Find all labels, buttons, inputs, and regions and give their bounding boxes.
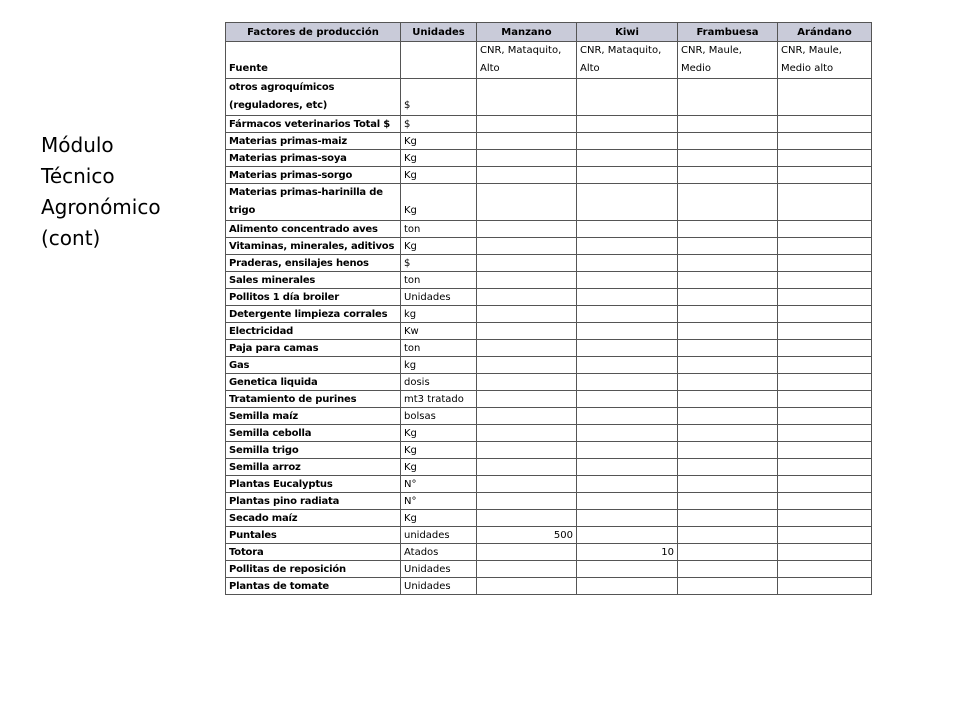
unit-cell: ton [401,221,477,238]
unit-cell: ton [401,340,477,357]
table-row [226,476,872,493]
kiwi-cell [577,306,678,323]
kiwi-cell [577,340,678,357]
factor-cell: otros agroquímicos (reguladores, etc) [226,79,401,116]
unit-cell: Atados [401,544,477,561]
arandano-cell [778,116,872,133]
factor-cell: Praderas, ensilajes henos [226,255,401,272]
arandano-cell [778,167,872,184]
frambuesa-cell [678,79,778,116]
kiwi-cell [577,133,678,150]
manzano-cell [477,238,577,255]
kiwi-cell [577,408,678,425]
kiwi-cell [577,374,678,391]
table-row [226,425,872,442]
table-body [226,42,872,595]
factor-cell: Semilla cebolla [226,425,401,442]
frambuesa-cell [678,272,778,289]
manzano-cell [477,561,577,578]
unit-cell: Kg [401,238,477,255]
frambuesa-cell [678,116,778,133]
frambuesa-cell [678,255,778,272]
frambuesa-cell [678,425,778,442]
table-row [226,578,872,595]
kiwi-cell [577,79,678,116]
manzano-cell [477,357,577,374]
factor-cell: Genetica liquida [226,374,401,391]
arandano-cell [778,408,872,425]
fuente-kiwi: CNR, Mataquito, Alto [577,42,678,79]
table-row [226,340,872,357]
kiwi-cell [577,255,678,272]
manzano-cell [477,425,577,442]
unit-cell: bolsas [401,408,477,425]
manzano-cell [477,476,577,493]
frambuesa-cell [678,374,778,391]
factor-cell: Materias primas-sorgo [226,167,401,184]
arandano-cell [778,238,872,255]
unit-cell: Kg [401,184,477,221]
frambuesa-cell [678,238,778,255]
kiwi-cell [577,272,678,289]
header-frambuesa: Frambuesa [678,23,778,42]
manzano-cell [477,150,577,167]
factor-cell: Semilla arroz [226,459,401,476]
kiwi-cell [577,442,678,459]
kiwi-cell [577,167,678,184]
factor-cell: Semilla trigo [226,442,401,459]
header-kiwi: Kiwi [577,23,678,42]
arandano-cell [778,459,872,476]
kiwi-cell [577,116,678,133]
arandano-cell [778,340,872,357]
arandano-cell [778,79,872,116]
arandano-cell [778,306,872,323]
unit-cell: Kg [401,425,477,442]
table-row [226,408,872,425]
arandano-cell [778,425,872,442]
kiwi-cell [577,578,678,595]
factor-cell: Materias primas-harinilla de trigo [226,184,401,221]
table-row [226,306,872,323]
arandano-cell [778,561,872,578]
unit-cell: Kg [401,150,477,167]
arandano-cell [778,493,872,510]
fuente-arandano: CNR, Maule, Medio alto [778,42,872,79]
arandano-cell [778,255,872,272]
table-row [226,323,872,340]
table-row [226,116,872,133]
frambuesa-cell [678,221,778,238]
unit-cell: dosis [401,374,477,391]
frambuesa-cell [678,544,778,561]
frambuesa-cell [678,391,778,408]
table-row [226,184,872,221]
factor-cell: Secado maíz [226,510,401,527]
manzano-cell [477,391,577,408]
arandano-cell [778,323,872,340]
factor-cell: Vitaminas, minerales, aditivos [226,238,401,255]
arandano-cell [778,133,872,150]
kiwi-cell [577,238,678,255]
slide-title-line: Técnico [41,164,115,188]
arandano-cell [778,357,872,374]
frambuesa-cell [678,510,778,527]
frambuesa-cell [678,167,778,184]
kiwi-cell [577,493,678,510]
header-factores: Factores de producción [226,23,401,42]
manzano-cell [477,408,577,425]
manzano-cell [477,221,577,238]
table-row [226,272,872,289]
frambuesa-cell [678,408,778,425]
manzano-cell [477,79,577,116]
header-arandano: Arándano [778,23,872,42]
unit-cell: Kg [401,133,477,150]
factor-cell: Detergente limpieza corrales [226,306,401,323]
table-row [226,79,872,116]
arandano-cell [778,510,872,527]
manzano-cell [477,116,577,133]
unit-cell: $ [401,79,477,116]
factor-cell: Plantas pino radiata [226,493,401,510]
table-row [226,374,872,391]
table-row [226,133,872,150]
unit-cell: $ [401,116,477,133]
factor-cell: Materias primas-soya [226,150,401,167]
frambuesa-cell [678,442,778,459]
unit-cell: Kg [401,510,477,527]
kiwi-cell [577,150,678,167]
frambuesa-cell [678,459,778,476]
frambuesa-cell [678,578,778,595]
table-row [226,289,872,306]
factor-cell: Plantas Eucalyptus [226,476,401,493]
table-row [226,527,872,544]
unit-cell: Kg [401,442,477,459]
frambuesa-cell [678,184,778,221]
unit-cell: Kw [401,323,477,340]
manzano-cell [477,306,577,323]
unit-cell: unidades [401,527,477,544]
arandano-cell [778,578,872,595]
unit-cell: Unidades [401,561,477,578]
unit-cell: Kg [401,459,477,476]
arandano-cell [778,391,872,408]
table-header-row [226,23,872,42]
arandano-cell [778,150,872,167]
unit-cell: $ [401,255,477,272]
table-row [226,493,872,510]
kiwi-cell [577,184,678,221]
kiwi-cell [577,391,678,408]
frambuesa-cell [678,323,778,340]
table-row [226,255,872,272]
table-row [226,459,872,476]
kiwi-cell [577,476,678,493]
arandano-cell [778,374,872,391]
manzano-cell [477,493,577,510]
table-row [226,544,872,561]
slide-title-line: Agronómico [41,195,161,219]
fuente-label: Fuente [226,42,401,79]
factor-cell: Electricidad [226,323,401,340]
arandano-cell [778,442,872,459]
manzano-cell [477,133,577,150]
slide-title-line: Módulo [41,133,114,157]
unit-cell: ton [401,272,477,289]
factor-cell: Alimento concentrado aves [226,221,401,238]
manzano-cell [477,255,577,272]
kiwi-cell [577,221,678,238]
table-row [226,510,872,527]
manzano-cell [477,272,577,289]
frambuesa-cell [678,306,778,323]
frambuesa-cell [678,133,778,150]
unit-cell: mt3 tratado [401,391,477,408]
unit-cell: Unidades [401,578,477,595]
kiwi-cell [577,527,678,544]
kiwi-cell [577,561,678,578]
frambuesa-cell [678,476,778,493]
arandano-cell [778,272,872,289]
slide-title [41,130,201,254]
table-row [226,442,872,459]
kiwi-cell [577,357,678,374]
header-manzano: Manzano [477,23,577,42]
kiwi-cell [577,510,678,527]
manzano-cell [477,459,577,476]
frambuesa-cell [678,289,778,306]
fuente-unidades [401,42,477,79]
factor-cell: Semilla maíz [226,408,401,425]
arandano-cell [778,544,872,561]
table-row [226,357,872,374]
frambuesa-cell [678,561,778,578]
factor-cell: Totora [226,544,401,561]
kiwi-cell [577,459,678,476]
factor-cell: Sales minerales [226,272,401,289]
frambuesa-cell [678,150,778,167]
unit-cell: Kg [401,167,477,184]
table-row [226,561,872,578]
kiwi-cell: 10 [577,544,678,561]
table-row [226,150,872,167]
fuente-row [226,42,872,79]
unit-cell: N° [401,476,477,493]
factor-cell: Materias primas-maiz [226,133,401,150]
fuente-frambuesa: CNR, Maule, Medio [678,42,778,79]
unit-cell: kg [401,306,477,323]
fuente-manzano: CNR, Mataquito, Alto [477,42,577,79]
unit-cell: Unidades [401,289,477,306]
factor-cell: Plantas de tomate [226,578,401,595]
factor-cell: Pollitas de reposición [226,561,401,578]
unit-cell: N° [401,493,477,510]
table-row [226,221,872,238]
manzano-cell [477,289,577,306]
arandano-cell [778,289,872,306]
manzano-cell [477,510,577,527]
frambuesa-cell [678,357,778,374]
arandano-cell [778,527,872,544]
arandano-cell [778,221,872,238]
kiwi-cell [577,425,678,442]
manzano-cell: 500 [477,527,577,544]
factor-cell: Tratamiento de purines [226,391,401,408]
table-row [226,167,872,184]
manzano-cell [477,442,577,459]
frambuesa-cell [678,527,778,544]
manzano-cell [477,323,577,340]
factor-cell: Pollitos 1 día broiler [226,289,401,306]
manzano-cell [477,578,577,595]
table-row [226,238,872,255]
frambuesa-cell [678,493,778,510]
factor-cell: Paja para camas [226,340,401,357]
manzano-cell [477,184,577,221]
unit-cell: kg [401,357,477,374]
table-row [226,391,872,408]
arandano-cell [778,184,872,221]
manzano-cell [477,167,577,184]
frambuesa-cell [678,340,778,357]
arandano-cell [778,476,872,493]
slide-title-line: (cont) [41,226,101,250]
kiwi-cell [577,289,678,306]
manzano-cell [477,374,577,391]
manzano-cell [477,544,577,561]
factor-cell: Puntales [226,527,401,544]
kiwi-cell [577,323,678,340]
manzano-cell [477,340,577,357]
production-factors-table [225,22,872,595]
factor-cell: Fármacos veterinarios Total $ [226,116,401,133]
header-unidades: Unidades [401,23,477,42]
factor-cell: Gas [226,357,401,374]
